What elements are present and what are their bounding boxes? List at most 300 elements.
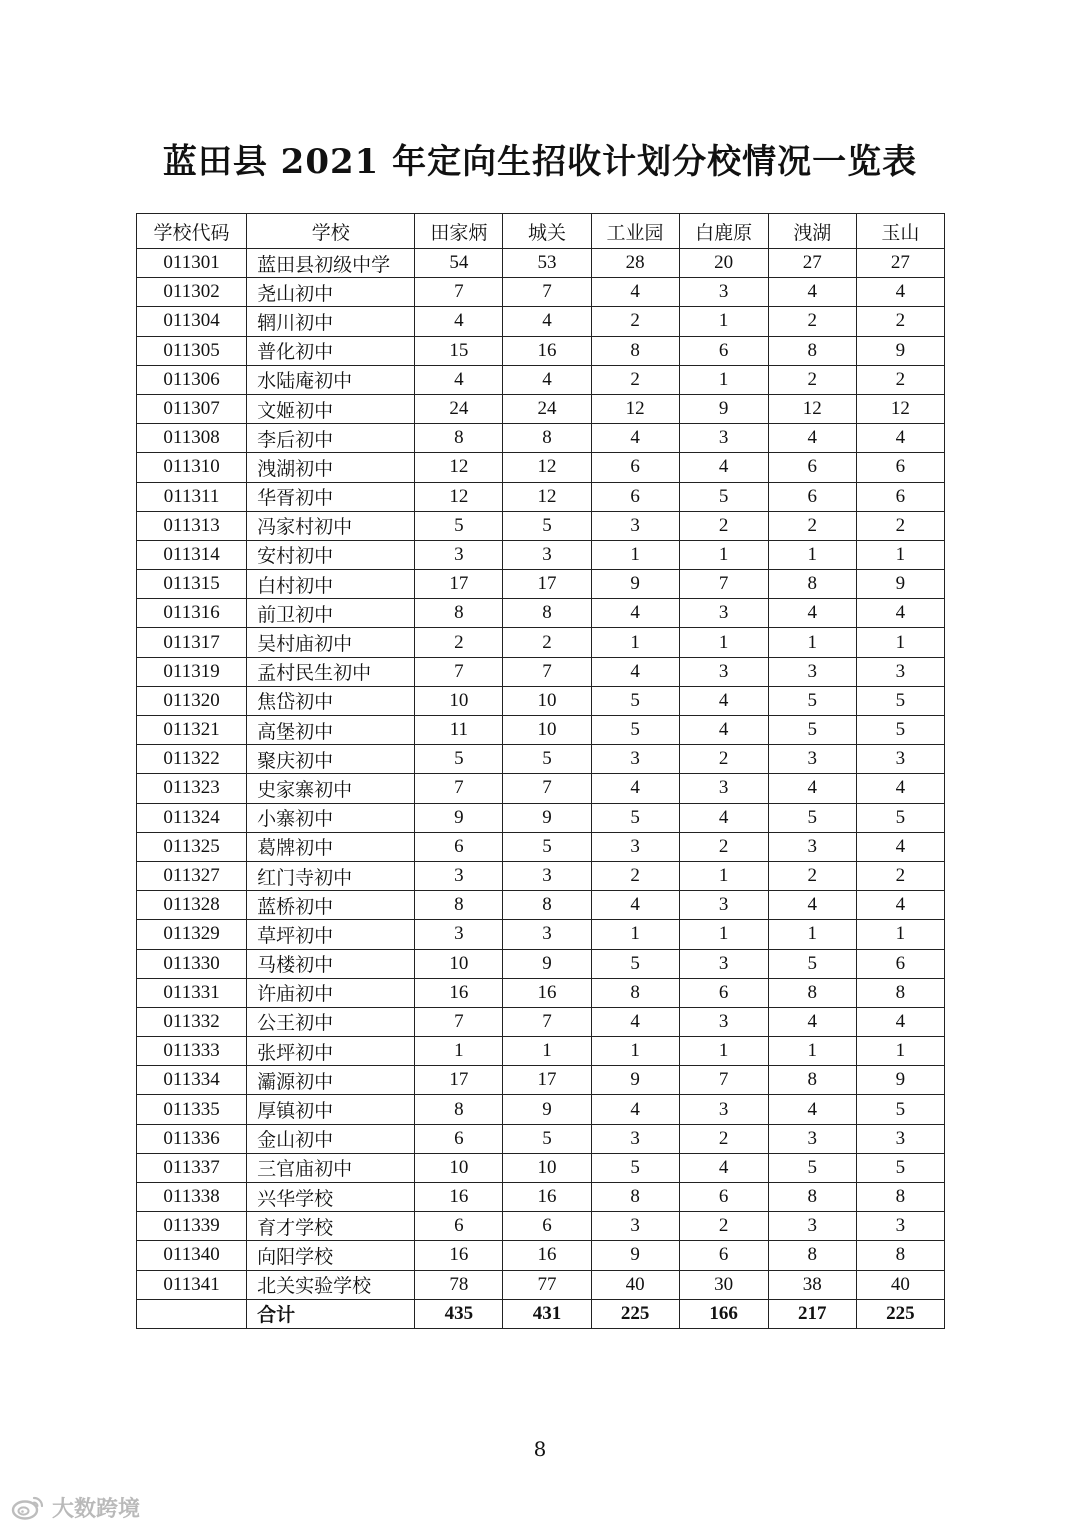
quota-cell: 4 [591,891,679,920]
table-row [137,891,945,920]
school-code-cell: 011339 [137,1212,247,1241]
table-row [137,686,945,715]
enrollment-plan-table [136,213,945,1329]
quota-cell: 9 [679,394,768,423]
page-number: 8 [533,1437,547,1461]
school-code-cell: 011311 [137,482,247,511]
quota-cell: 1 [591,628,679,657]
school-code-cell: 011332 [137,1007,247,1036]
quota-cell: 15 [415,336,503,365]
table-row [137,978,945,1007]
school-name-cell: 前卫初中 [247,599,415,628]
quota-cell: 4 [591,278,679,307]
quota-cell: 3 [415,920,503,949]
quota-cell: 5 [856,1153,944,1182]
quota-cell: 3 [856,1124,944,1153]
table-row [137,1241,945,1270]
school-name-cell: 红门寺初中 [247,861,415,890]
table-row [137,920,945,949]
quota-cell: 1 [679,1037,768,1066]
school-code-cell: 011307 [137,394,247,423]
total-row [137,1299,945,1328]
school-code-cell: 011329 [137,920,247,949]
school-code-cell: 011321 [137,716,247,745]
quota-cell: 17 [415,570,503,599]
total-value-cell: 217 [768,1299,856,1328]
quota-cell: 8 [768,978,856,1007]
table-row [137,657,945,686]
quota-cell: 4 [768,599,856,628]
table-row [137,336,945,365]
quota-cell: 1 [679,861,768,890]
school-name-cell: 史家寨初中 [247,774,415,803]
quota-cell: 16 [503,1241,591,1270]
table-row [137,570,945,599]
quota-cell: 2 [768,307,856,336]
table-row [137,861,945,890]
table-row [137,482,945,511]
quota-cell: 10 [415,1153,503,1182]
school-name-cell: 向阳学校 [247,1241,415,1270]
quota-cell: 78 [415,1270,503,1299]
total-value-cell [137,1299,247,1328]
school-name-cell: 育才学校 [247,1212,415,1241]
quota-cell: 8 [591,978,679,1007]
school-code-cell: 011330 [137,949,247,978]
table-row [137,745,945,774]
table-row [137,1124,945,1153]
quota-cell: 3 [768,832,856,861]
quota-cell: 5 [415,745,503,774]
quota-cell: 3 [679,657,768,686]
quota-cell: 1 [768,540,856,569]
quota-cell: 8 [503,424,591,453]
quota-cell: 1 [679,365,768,394]
quota-cell: 7 [415,278,503,307]
school-code-cell: 011328 [137,891,247,920]
quota-cell: 7 [679,570,768,599]
quota-cell: 24 [503,394,591,423]
school-code-cell: 011308 [137,424,247,453]
column-header: 田家炳 [415,214,503,249]
quota-cell: 12 [768,394,856,423]
quota-cell: 10 [415,949,503,978]
quota-cell: 9 [856,570,944,599]
quota-cell: 3 [591,511,679,540]
quota-cell: 5 [856,803,944,832]
quota-cell: 16 [415,1241,503,1270]
quota-cell: 3 [856,1212,944,1241]
table-row [137,424,945,453]
quota-cell: 40 [591,1270,679,1299]
quota-cell: 1 [856,920,944,949]
school-code-cell: 011338 [137,1183,247,1212]
quota-cell: 5 [768,1153,856,1182]
quota-cell: 3 [591,832,679,861]
quota-cell: 10 [503,716,591,745]
quota-cell: 17 [415,1066,503,1095]
school-code-cell: 011304 [137,307,247,336]
quota-cell: 16 [503,336,591,365]
school-name-cell: 孟村民生初中 [247,657,415,686]
quota-cell: 2 [856,511,944,540]
quota-cell: 4 [679,716,768,745]
school-name-cell: 厚镇初中 [247,1095,415,1124]
school-name-cell: 公王初中 [247,1007,415,1036]
quota-cell: 8 [856,1183,944,1212]
school-name-cell: 张坪初中 [247,1037,415,1066]
quota-cell: 5 [591,686,679,715]
school-name-cell: 焦岱初中 [247,686,415,715]
school-name-cell: 北关实验学校 [247,1270,415,1299]
quota-cell: 3 [856,657,944,686]
quota-cell: 5 [679,482,768,511]
quota-cell: 6 [768,482,856,511]
quota-cell: 2 [415,628,503,657]
school-name-cell: 吴村庙初中 [247,628,415,657]
quota-cell: 9 [591,1241,679,1270]
quota-cell: 5 [415,511,503,540]
school-code-cell: 011313 [137,511,247,540]
quota-cell: 3 [679,424,768,453]
quota-cell: 5 [591,716,679,745]
school-name-cell: 冯家村初中 [247,511,415,540]
school-code-cell: 011310 [137,453,247,482]
table-row [137,540,945,569]
quota-cell: 6 [679,978,768,1007]
table-row [137,1037,945,1066]
table-row [137,832,945,861]
quota-cell: 4 [503,307,591,336]
quota-cell: 5 [768,686,856,715]
quota-cell: 7 [503,774,591,803]
table-row [137,803,945,832]
quota-cell: 4 [591,774,679,803]
quota-cell: 4 [591,1007,679,1036]
column-header: 洩湖 [768,214,856,249]
quota-cell: 4 [768,1007,856,1036]
quota-cell: 2 [591,861,679,890]
quota-cell: 4 [768,278,856,307]
school-code-cell: 011336 [137,1124,247,1153]
quota-cell: 1 [591,540,679,569]
quota-cell: 4 [768,424,856,453]
quota-cell: 8 [768,570,856,599]
weibo-logo-icon [10,1493,46,1521]
quota-cell: 1 [856,628,944,657]
quota-cell: 3 [679,774,768,803]
quota-cell: 6 [679,336,768,365]
quota-cell: 1 [679,307,768,336]
quota-cell: 1 [591,920,679,949]
quota-cell: 8 [768,336,856,365]
school-name-cell: 葛牌初中 [247,832,415,861]
quota-cell: 7 [503,1007,591,1036]
quota-cell: 5 [856,686,944,715]
quota-cell: 9 [591,1066,679,1095]
quota-cell: 4 [591,599,679,628]
quota-cell: 8 [768,1066,856,1095]
quota-cell: 11 [415,716,503,745]
quota-cell: 3 [679,278,768,307]
watermark-text: 大数跨境 [52,1496,141,1522]
school-name-cell: 马楼初中 [247,949,415,978]
quota-cell: 3 [591,745,679,774]
total-value-cell: 225 [591,1299,679,1328]
school-code-cell: 011334 [137,1066,247,1095]
quota-cell: 5 [768,716,856,745]
school-code-cell: 011323 [137,774,247,803]
table-row [137,949,945,978]
quota-cell: 6 [856,453,944,482]
quota-cell: 12 [591,394,679,423]
quota-cell: 2 [679,832,768,861]
quota-cell: 9 [503,949,591,978]
quota-cell: 28 [591,249,679,278]
quota-cell: 7 [415,657,503,686]
school-code-cell: 011316 [137,599,247,628]
quota-cell: 4 [856,832,944,861]
quota-cell: 5 [591,1153,679,1182]
school-name-cell: 聚庆初中 [247,745,415,774]
column-header: 学校代码 [137,214,247,249]
quota-cell: 3 [679,1007,768,1036]
quota-cell: 3 [415,861,503,890]
quota-cell: 4 [856,599,944,628]
table-row [137,249,945,278]
school-code-cell: 011325 [137,832,247,861]
table-row [137,365,945,394]
school-name-cell: 辋川初中 [247,307,415,336]
quota-cell: 3 [503,861,591,890]
quota-cell: 6 [503,1212,591,1241]
quota-cell: 38 [768,1270,856,1299]
quota-cell: 4 [591,424,679,453]
school-name-cell: 蓝田县初级中学 [247,249,415,278]
table-row [137,599,945,628]
school-name-cell: 兴华学校 [247,1183,415,1212]
quota-cell: 7 [503,657,591,686]
quota-cell: 3 [679,1095,768,1124]
quota-cell: 54 [415,249,503,278]
quota-cell: 12 [415,453,503,482]
quota-cell: 3 [768,657,856,686]
quota-cell: 3 [768,1212,856,1241]
quota-cell: 2 [768,365,856,394]
school-code-cell: 011301 [137,249,247,278]
quota-cell: 10 [503,686,591,715]
total-value-cell: 166 [679,1299,768,1328]
quota-cell: 4 [768,891,856,920]
school-name-cell: 文姬初中 [247,394,415,423]
school-code-cell: 011319 [137,657,247,686]
quota-cell: 20 [679,249,768,278]
table-row [137,278,945,307]
quota-cell: 40 [856,1270,944,1299]
quota-cell: 8 [768,1183,856,1212]
quota-cell: 17 [503,1066,591,1095]
school-name-cell: 蓝桥初中 [247,891,415,920]
quota-cell: 6 [415,1124,503,1153]
quota-cell: 12 [503,482,591,511]
quota-cell: 9 [415,803,503,832]
table-row [137,716,945,745]
school-code-cell: 011317 [137,628,247,657]
quota-cell: 1 [768,628,856,657]
quota-cell: 8 [591,1183,679,1212]
quota-cell: 4 [415,365,503,394]
quota-cell: 2 [591,307,679,336]
column-header: 玉山 [856,214,944,249]
school-name-cell: 华胥初中 [247,482,415,511]
school-name-cell: 灞源初中 [247,1066,415,1095]
quota-cell: 16 [415,978,503,1007]
quota-cell: 8 [503,599,591,628]
school-code-cell: 011335 [137,1095,247,1124]
quota-cell: 5 [503,1124,591,1153]
quota-cell: 9 [856,1066,944,1095]
table-row [137,774,945,803]
school-code-cell: 011324 [137,803,247,832]
quota-cell: 8 [768,1241,856,1270]
school-code-cell: 011315 [137,570,247,599]
quota-cell: 4 [856,1007,944,1036]
quota-cell: 2 [591,365,679,394]
quota-cell: 9 [856,336,944,365]
table-row [137,1212,945,1241]
column-header: 工业园 [591,214,679,249]
table-row [137,453,945,482]
quota-cell: 3 [856,745,944,774]
quota-cell: 6 [415,832,503,861]
total-value-cell: 431 [503,1299,591,1328]
quota-cell: 53 [503,249,591,278]
school-name-cell: 安村初中 [247,540,415,569]
quota-cell: 8 [591,336,679,365]
school-name-cell: 白村初中 [247,570,415,599]
quota-cell: 9 [503,803,591,832]
quota-cell: 12 [415,482,503,511]
quota-cell: 1 [768,1037,856,1066]
table-row [137,1153,945,1182]
school-name-cell: 高堡初中 [247,716,415,745]
quota-cell: 4 [679,453,768,482]
quota-cell: 4 [591,657,679,686]
quota-cell: 3 [415,540,503,569]
table-row [137,511,945,540]
quota-cell: 1 [415,1037,503,1066]
quota-cell: 6 [591,482,679,511]
quota-cell: 5 [503,832,591,861]
quota-cell: 6 [679,1241,768,1270]
table-row [137,1183,945,1212]
quota-cell: 27 [856,249,944,278]
quota-cell: 6 [679,1183,768,1212]
school-name-cell: 许庙初中 [247,978,415,1007]
quota-cell: 8 [415,424,503,453]
page-title: 蓝田县 2021 年定向生招收计划分校情况一览表 [162,142,918,182]
quota-cell: 7 [503,278,591,307]
quota-cell: 4 [503,365,591,394]
quota-cell: 3 [591,1124,679,1153]
quota-cell: 9 [503,1095,591,1124]
quota-cell: 8 [503,891,591,920]
quota-cell: 10 [503,1153,591,1182]
school-name-cell: 洩湖初中 [247,453,415,482]
quota-cell: 3 [768,1124,856,1153]
quota-cell: 5 [591,803,679,832]
school-name-cell: 草坪初中 [247,920,415,949]
quota-cell: 1 [591,1037,679,1066]
quota-cell: 5 [503,745,591,774]
quota-cell: 2 [679,1212,768,1241]
quota-cell: 12 [503,453,591,482]
school-code-cell: 011333 [137,1037,247,1066]
quota-cell: 6 [856,482,944,511]
quota-cell: 16 [503,978,591,1007]
quota-cell: 12 [856,394,944,423]
column-header: 白鹿原 [679,214,768,249]
quota-cell: 2 [679,1124,768,1153]
quota-cell: 4 [679,803,768,832]
quota-cell: 2 [856,365,944,394]
quota-cell: 2 [768,511,856,540]
quota-cell: 4 [856,424,944,453]
quota-cell: 4 [856,774,944,803]
quota-cell: 4 [856,891,944,920]
quota-cell: 16 [415,1183,503,1212]
table-row [137,628,945,657]
school-name-cell: 普化初中 [247,336,415,365]
table-row [137,1095,945,1124]
school-code-cell: 011302 [137,278,247,307]
quota-cell: 7 [415,774,503,803]
table-header-row [137,214,945,249]
quota-cell: 30 [679,1270,768,1299]
quota-cell: 3 [679,891,768,920]
quota-cell: 5 [856,716,944,745]
quota-cell: 8 [415,891,503,920]
quota-cell: 5 [503,511,591,540]
quota-cell: 24 [415,394,503,423]
quota-cell: 8 [856,1241,944,1270]
quota-cell: 77 [503,1270,591,1299]
school-code-cell: 011337 [137,1153,247,1182]
school-code-cell: 011327 [137,861,247,890]
quota-cell: 3 [768,745,856,774]
quota-cell: 4 [679,1153,768,1182]
quota-cell: 6 [591,453,679,482]
school-code-cell: 011331 [137,978,247,1007]
quota-cell: 4 [768,1095,856,1124]
quota-cell: 4 [415,307,503,336]
quota-cell: 5 [856,1095,944,1124]
quota-cell: 17 [503,570,591,599]
quota-cell: 3 [591,1212,679,1241]
school-name-cell: 金山初中 [247,1124,415,1153]
quota-cell: 27 [768,249,856,278]
table-row [137,307,945,336]
school-name-cell: 李后初中 [247,424,415,453]
quota-cell: 1 [503,1037,591,1066]
quota-cell: 9 [591,570,679,599]
school-code-cell: 011322 [137,745,247,774]
quota-cell: 1 [856,540,944,569]
quota-cell: 10 [415,686,503,715]
quota-cell: 5 [768,949,856,978]
quota-cell: 1 [679,920,768,949]
table-row [137,394,945,423]
